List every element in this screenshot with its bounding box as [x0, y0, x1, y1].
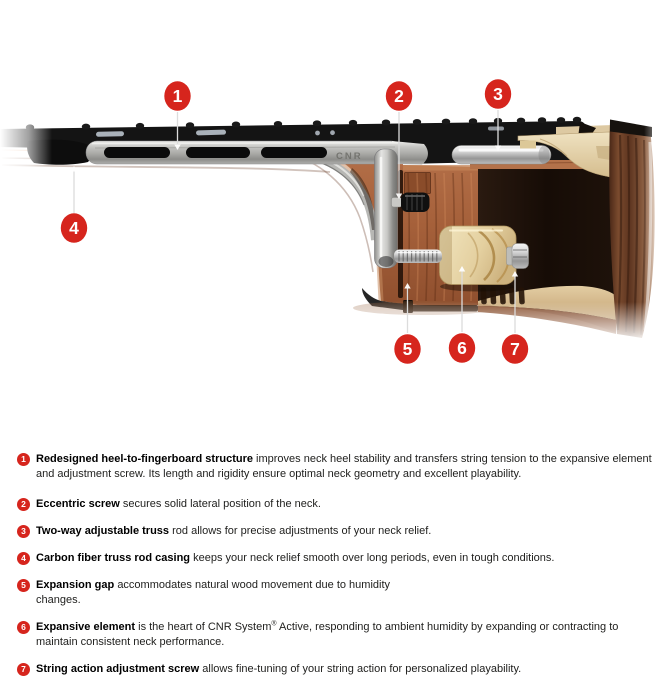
svg-text:7: 7: [510, 339, 520, 360]
legend-text: Redesigned heel-to-fingerboard structure improves neck heel stability and transfers string tension to the expansive element and adjustment screw. Its length and rigidity ensure optimal neck geometry and excellent playability.: [36, 453, 652, 480]
legend-text: Expansion gap accommodates natural wood movement due to humidity changes.: [36, 579, 391, 606]
callout-badge-3: [485, 79, 511, 109]
legend-item-2: [17, 497, 657, 512]
svg-text:2: 2: [394, 86, 404, 107]
photo-fade-left: [0, 105, 52, 345]
legend-bullet: 4: [17, 552, 30, 565]
callout-badge-2: [386, 81, 412, 111]
truss-rod: [452, 146, 551, 165]
svg-text:6: 6: [457, 338, 467, 359]
metal-heel-bracket: [86, 141, 428, 268]
body-block-top-edge: [403, 165, 478, 171]
legend-text: Eccentric screw secures solid lateral position of the neck.: [36, 498, 321, 510]
svg-text:4: 4: [69, 218, 79, 239]
legend-item-5: [17, 578, 657, 608]
svg-text:5: 5: [402, 339, 413, 360]
legend-text: Expansive element is the heart of CNR System® Active, responding to ambient humidity by expanding or contracting to maintain consistent neck performance.: [36, 620, 619, 648]
legend-bullet: 1: [17, 453, 30, 466]
callout-badge-7: [502, 334, 528, 364]
legend-item-6: [17, 620, 657, 650]
callout-badge-6: [449, 333, 475, 363]
legend-bullet: 7: [17, 663, 30, 676]
legend-item-3: [17, 524, 657, 539]
cnr-engraving: CNR: [336, 151, 363, 162]
legend-text: String action adjustment screw allows fine-tuning of your string action for personalized playability.: [36, 663, 522, 675]
bracket-vertical-arm: [375, 149, 398, 268]
legend-item-1: [17, 452, 657, 482]
legend-item-7: [17, 662, 657, 677]
legend: [17, 452, 657, 689]
screw-head: [512, 244, 529, 269]
callout-badge-1: [164, 81, 190, 111]
legend-bullet: 6: [17, 621, 30, 634]
legend-bullet: 5: [17, 579, 30, 592]
expansive-element: [440, 226, 517, 292]
legend-text: Two-way adjustable truss rod allows for precise adjustments of your neck relief.: [36, 525, 432, 537]
bracket-slots: [104, 147, 327, 158]
legend-bullet: 2: [17, 498, 30, 511]
svg-text:3: 3: [493, 84, 503, 105]
svg-text:1: 1: [172, 86, 183, 107]
legend-text: Carbon fiber truss rod casing keeps your neck relief smooth over long periods, even in tough conditions.: [36, 552, 555, 564]
callout-badge-5: [394, 334, 420, 364]
registered-mark: ®: [271, 620, 277, 628]
callout-badge-4: [61, 213, 87, 243]
legend-bullet: 3: [17, 525, 30, 538]
legend-item-4: [17, 551, 657, 566]
